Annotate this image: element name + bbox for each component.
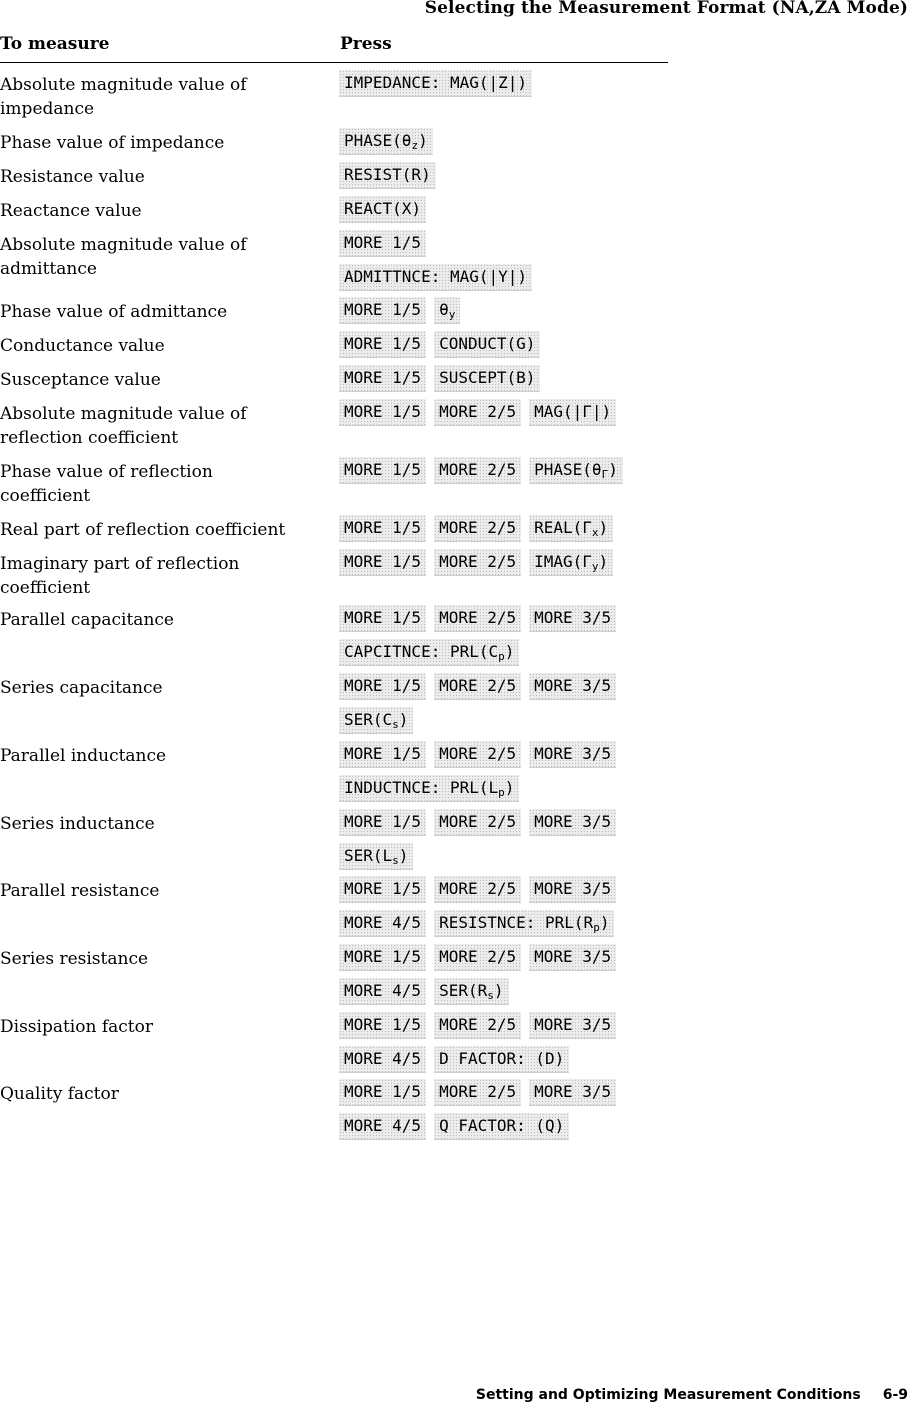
softkey-button[interactable]: IMPEDANCE: MAG(|Z|) xyxy=(339,70,532,97)
measure-label: Phase value of admittance xyxy=(0,302,228,322)
softkey-button[interactable]: MORE 1/5 xyxy=(339,876,426,903)
softkey-button[interactable]: MORE 4/5 xyxy=(339,978,426,1005)
key-sequence-line xyxy=(339,331,540,358)
softkey-button[interactable]: MORE 2/5 xyxy=(434,515,521,542)
softkey-button[interactable]: $SER(L_s)$ xyxy=(339,843,413,870)
softkey-button[interactable]: MORE 1/5 xyxy=(339,457,426,484)
softkey-button[interactable]: MORE 1/5 xyxy=(339,1012,426,1039)
key-sequence-line xyxy=(339,365,540,392)
page-header-title: Selecting the Measurement Format (NA,ZA Mode) xyxy=(424,0,908,18)
softkey-button[interactable]: $IMAG(\Gamma_y)$ xyxy=(529,549,613,576)
softkey-button[interactable]: MORE 3/5 xyxy=(529,673,616,700)
key-sequence-line xyxy=(339,230,426,257)
softkey-button[interactable]: MORE 1/5 xyxy=(339,741,426,768)
measure-label: Conductance value xyxy=(0,336,165,356)
softkey-button[interactable]: MORE 2/5 xyxy=(434,1079,521,1106)
measure-label: Phase value of impedance xyxy=(0,133,225,153)
measure-label: Parallel capacitance xyxy=(0,610,174,630)
softkey-button[interactable]: MORE 1/5 xyxy=(339,605,426,632)
softkey-button[interactable]: MORE 1/5 xyxy=(339,1079,426,1106)
key-sequence-line xyxy=(339,1046,569,1073)
key-sequence-line xyxy=(339,775,519,802)
softkey-button[interactable]: ADMITTNCE: MAG(|Y|) xyxy=(339,264,532,291)
column-header-press: Press xyxy=(340,34,392,54)
key-sequence-line xyxy=(339,1012,616,1039)
measure-label: Resistance value xyxy=(0,167,145,187)
softkey-button[interactable]: REACT(X) xyxy=(339,196,426,223)
softkey-button[interactable]: RESIST(R) xyxy=(339,162,436,189)
softkey-button[interactable]: MORE 1/5 xyxy=(339,331,426,358)
softkey-button[interactable]: MORE 1/5 xyxy=(339,809,426,836)
softkey-button[interactable]: MORE 2/5 xyxy=(434,944,521,971)
softkey-button[interactable]: MORE 3/5 xyxy=(529,605,616,632)
softkey-button[interactable]: MORE 1/5 xyxy=(339,297,426,324)
key-sequence-line xyxy=(339,741,616,768)
softkey-button[interactable]: MORE 4/5 xyxy=(339,1113,426,1140)
measure-label: Series inductance xyxy=(0,814,155,834)
softkey-button[interactable]: MORE 2/5 xyxy=(434,876,521,903)
key-sequence-line xyxy=(339,70,532,97)
softkey-button[interactable]: $PHASE(\theta_z)$ xyxy=(339,128,433,155)
softkey-button[interactable]: MORE 1/5 xyxy=(339,549,426,576)
softkey-button[interactable]: MORE 2/5 xyxy=(434,673,521,700)
measure-label: Quality factor xyxy=(0,1084,119,1104)
softkey-button[interactable]: MORE 1/5 xyxy=(339,673,426,700)
softkey-button[interactable]: MORE 2/5 xyxy=(434,457,521,484)
measure-label: Absolute magnitude value of impedance xyxy=(0,75,247,119)
page-footer xyxy=(476,1387,908,1403)
measure-label: Absolute magnitude value of admittance xyxy=(0,235,247,279)
softkey-button[interactable]: MORE 2/5 xyxy=(434,399,521,426)
page-number: 6-9 xyxy=(882,1387,908,1403)
softkey-button[interactable]: $REAL(\Gamma_x)$ xyxy=(529,515,613,542)
softkey-button[interactable]: MORE 3/5 xyxy=(529,1012,616,1039)
softkey-button[interactable]: MORE 3/5 xyxy=(529,809,616,836)
softkey-button[interactable]: $SER(C_s)$ xyxy=(339,707,413,734)
key-sequence-line xyxy=(339,707,413,734)
key-sequence-line xyxy=(339,843,413,870)
softkey-button[interactable]: MORE 4/5 xyxy=(339,1046,426,1073)
softkey-button[interactable]: $SER(R_s)$ xyxy=(434,978,508,1005)
key-sequence-line xyxy=(339,876,616,903)
key-sequence-line xyxy=(339,196,426,223)
measure-label: Dissipation factor xyxy=(0,1017,153,1037)
key-sequence-line xyxy=(339,809,616,836)
softkey-button[interactable]: $PHASE(\theta_\Gamma)$ xyxy=(529,457,623,484)
softkey-button[interactable]: RESISTNCE: $PRL(R_p)$ xyxy=(434,910,614,937)
softkey-button[interactable]: MORE 3/5 xyxy=(529,741,616,768)
measure-label: Phase value of reflection coefficient xyxy=(0,462,213,506)
softkey-button[interactable]: MORE 3/5 xyxy=(529,1079,616,1106)
softkey-button[interactable]: MORE 2/5 xyxy=(434,549,521,576)
key-sequence-line xyxy=(339,128,433,155)
softkey-button[interactable]: Q FACTOR: (Q) xyxy=(434,1113,569,1140)
key-sequence-line xyxy=(339,639,519,666)
softkey-button[interactable]: MORE 1/5 xyxy=(339,230,426,257)
measure-label: Susceptance value xyxy=(0,370,161,390)
measure-label: Series resistance xyxy=(0,949,149,969)
softkey-button[interactable]: MORE 2/5 xyxy=(434,605,521,632)
softkey-button[interactable]: D FACTOR: (D) xyxy=(434,1046,569,1073)
softkey-button[interactable]: CONDUCT(G) xyxy=(434,331,540,358)
measure-label: Series capacitance xyxy=(0,678,163,698)
softkey-button[interactable]: $\theta_y$ xyxy=(434,297,460,324)
softkey-button[interactable]: MORE 2/5 xyxy=(434,1012,521,1039)
softkey-button[interactable]: MORE 1/5 xyxy=(339,515,426,542)
measure-label: Imaginary part of reflection coefficient xyxy=(0,554,240,598)
softkey-button[interactable]: INDUCTNCE: $PRL(L_p)$ xyxy=(339,775,519,802)
softkey-button[interactable]: MORE 1/5 xyxy=(339,399,426,426)
softkey-button[interactable]: MORE 1/5 xyxy=(339,944,426,971)
softkey-button[interactable]: MORE 2/5 xyxy=(434,809,521,836)
key-sequence-line xyxy=(339,605,616,632)
softkey-button[interactable]: MORE 3/5 xyxy=(529,944,616,971)
column-header-to-measure: To measure xyxy=(0,34,110,54)
softkey-button[interactable]: MORE 4/5 xyxy=(339,910,426,937)
key-sequence-line xyxy=(339,1113,569,1140)
softkey-button[interactable]: MORE 1/5 xyxy=(339,365,426,392)
softkey-button[interactable]: MORE 3/5 xyxy=(529,876,616,903)
key-sequence-line xyxy=(339,515,613,542)
measure-label: Absolute magnitude value of reflection coefficient xyxy=(0,404,247,448)
key-sequence-line xyxy=(339,549,613,576)
key-sequence-line xyxy=(339,457,623,484)
measure-label: Parallel inductance xyxy=(0,746,167,766)
measure-label: Real part of reflection coefficient xyxy=(0,520,286,540)
softkey-button[interactable]: SUSCEPT(B) xyxy=(434,365,540,392)
key-sequence-line xyxy=(339,978,509,1005)
softkey-button[interactable]: MORE 2/5 xyxy=(434,741,521,768)
key-sequence-line xyxy=(339,399,616,426)
measure-label: Parallel resistance xyxy=(0,881,160,901)
key-sequence-line xyxy=(339,944,616,971)
key-sequence-line xyxy=(339,297,460,324)
key-sequence-line xyxy=(339,910,614,937)
softkey-button[interactable]: MAG(|Γ|) xyxy=(529,399,616,426)
key-sequence-line xyxy=(339,264,532,291)
key-sequence-line xyxy=(339,162,436,189)
footer-section-title: Setting and Optimizing Measurement Conditions xyxy=(475,1387,861,1403)
header-rule xyxy=(0,62,668,63)
key-sequence-line xyxy=(339,1079,616,1106)
measure-label: Reactance value xyxy=(0,201,142,221)
softkey-button[interactable]: CAPCITNCE: $PRL(C_p)$ xyxy=(339,639,519,666)
key-sequence-line xyxy=(339,673,616,700)
